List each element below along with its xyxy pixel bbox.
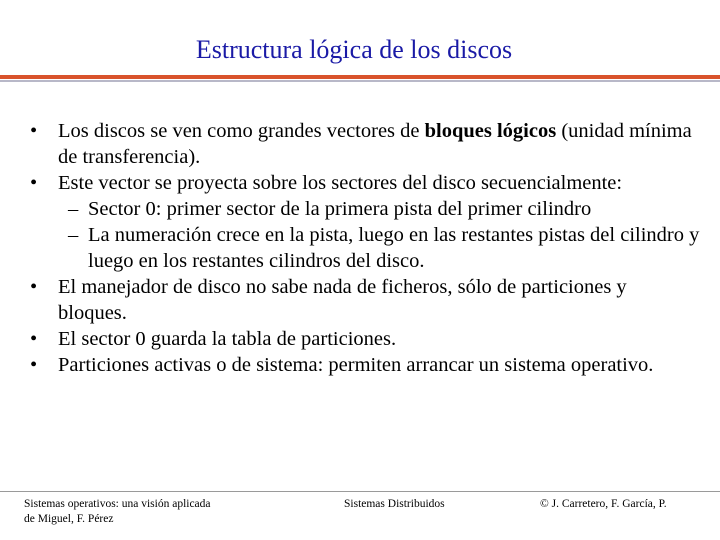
bullet-item <box>30 118 700 170</box>
bullet-bold-term: bloques lógicos <box>424 120 557 142</box>
sub-bullet-item <box>30 222 700 274</box>
sub-bullet-item <box>30 196 700 222</box>
slide-title: Estructura lógica de los discos <box>195 35 513 64</box>
sub-bullet-text: La numeración crece en la pista, luego en las restantes pistas del cilindro y luego en los restantes cilindros del disco. <box>88 224 700 272</box>
bullet-item <box>30 326 700 352</box>
footer-divider <box>0 491 720 492</box>
sub-bullet-text: Sector 0: primer sector de la primera pista del primer cilindro <box>88 198 592 220</box>
bullet-text: (unidad mínima de transferencia). <box>58 120 692 168</box>
footer-book-title: Sistemas operativos: una visión aplicada <box>24 498 211 510</box>
bullet-text: El sector 0 guarda la tabla de particiones. <box>58 328 397 350</box>
sub-bullet-marker: – <box>68 224 79 246</box>
bullet-text: Los discos se ven como grandes vectores de <box>58 120 425 142</box>
footer-course: Sistemas Distribuidos <box>344 498 445 510</box>
bullet-text: El manejador de disco no sabe nada de ficheros, sólo de particiones y bloques. <box>58 276 627 324</box>
bullet-marker: • <box>30 172 38 194</box>
bullet-text: Este vector se proyecta sobre los sectores del disco secuencialmente: <box>58 172 623 194</box>
footer-book-credit <box>24 497 264 527</box>
bullet-marker: • <box>30 120 38 142</box>
bullet-item <box>30 170 700 196</box>
footer-book-authors: de Miguel, F. Pérez <box>24 513 114 525</box>
bullet-item <box>30 352 700 378</box>
title-underline-shadow <box>0 80 720 82</box>
bullet-text: Particiones activas o de sistema: permiten arrancar un sistema operativo. <box>58 354 654 376</box>
title-underline <box>0 75 720 79</box>
slide-content <box>30 118 700 378</box>
bullet-item <box>30 274 700 326</box>
bullet-marker: • <box>30 328 38 350</box>
bullet-marker: • <box>30 276 38 298</box>
footer-copyright: © J. Carretero, F. García, P. <box>540 498 667 510</box>
bullet-marker: • <box>30 354 38 376</box>
sub-bullet-marker: – <box>68 198 79 220</box>
